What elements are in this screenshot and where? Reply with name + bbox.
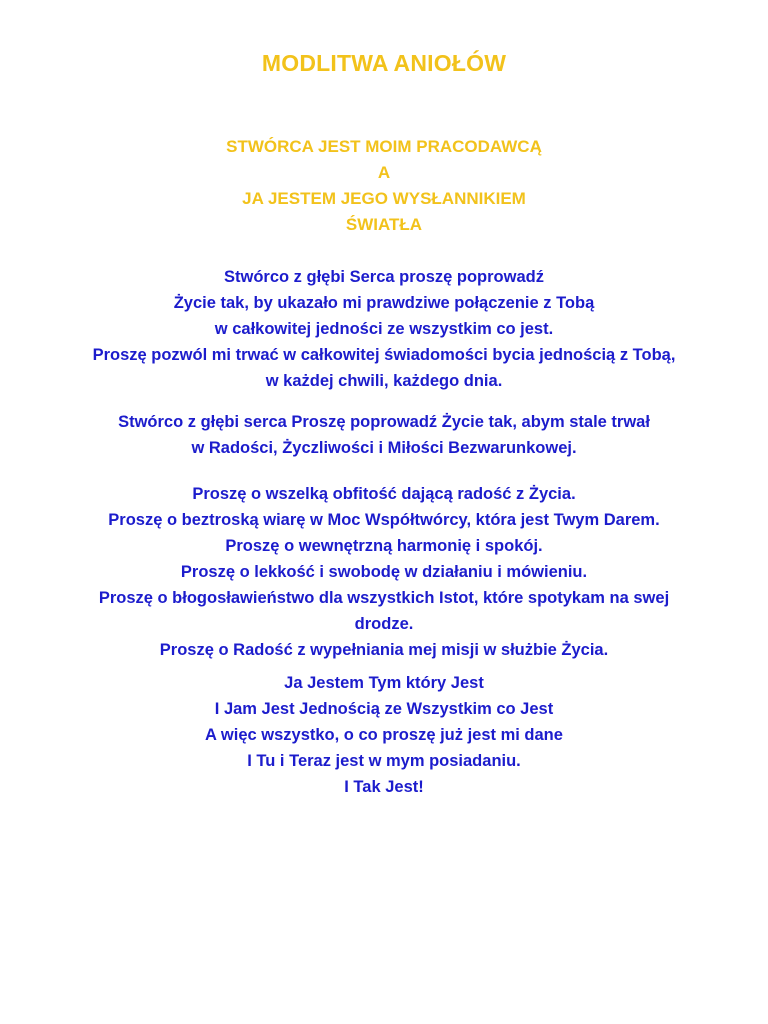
prayer-line: I Tak Jest!	[344, 778, 424, 796]
subtitle-line: A	[377, 163, 391, 182]
prayer-line: Życie tak, by ukazało mi prawdziwe połączenie z Tobą	[173, 294, 595, 312]
prayer-line: w każdej chwili, każdego dnia.	[265, 372, 503, 390]
prayer-line: Proszę pozwól mi trwać w całkowitej świadomości bycia jednością z Tobą,	[92, 346, 676, 364]
prayer-line: Stwórco z głębi Serca proszę poprowadź	[224, 268, 544, 286]
prayer-line: Proszę o błogosławieństwo dla wszystkich Istot, które spotykam na swej	[98, 589, 670, 607]
prayer-line: w Radości, Życzliwości i Miłości Bezwarunkowej.	[191, 439, 577, 457]
prayer-line: A więc wszystko, o co proszę już jest mi dane	[205, 726, 563, 744]
subtitle-line: ŚWIATŁA	[345, 215, 423, 234]
prayer-line: Ja Jestem Tym który Jest	[284, 674, 484, 692]
prayer-line: w całkowitej jedności ze wszystkim co jest.	[214, 320, 554, 338]
prayer-line: I Jam Jest Jednością ze Wszystkim co Jest	[214, 700, 554, 718]
subtitle-block	[0, 134, 768, 238]
prayer-stanza-2	[0, 409, 768, 461]
prayer-stanza-1	[0, 264, 768, 394]
subtitle-line: JA JESTEM JEGO WYSŁANNIKIEM	[242, 189, 526, 208]
prayer-line: Proszę o wewnętrzną harmonię i spokój.	[225, 537, 543, 555]
page-title: MODLITWA ANIOŁÓW	[261, 50, 507, 76]
prayer-line: I Tu i Teraz jest w mym posiadaniu.	[247, 752, 521, 770]
prayer-line: Proszę o wszelką obfitość dającą radość z Życia.	[192, 485, 576, 503]
prayer-stanza-4	[0, 670, 768, 800]
prayer-line: Proszę o lekkość i swobodę w działaniu i mówieniu.	[180, 563, 588, 581]
prayer-line: drodze.	[354, 615, 414, 633]
prayer-line: Proszę o Radość z wypełniania mej misji w służbie Życia.	[159, 641, 609, 659]
prayer-line: Stwórco z głębi serca Proszę poprowadź Życie tak, abym stale trwał	[118, 413, 650, 431]
prayer-stanza-3	[0, 481, 768, 663]
subtitle-line: STWÓRCA JEST MOIM PRACODAWCĄ	[226, 137, 542, 156]
prayer-line: Proszę o beztroską wiarę w Moc Współtwórcy, która jest Twym Darem.	[108, 511, 660, 529]
